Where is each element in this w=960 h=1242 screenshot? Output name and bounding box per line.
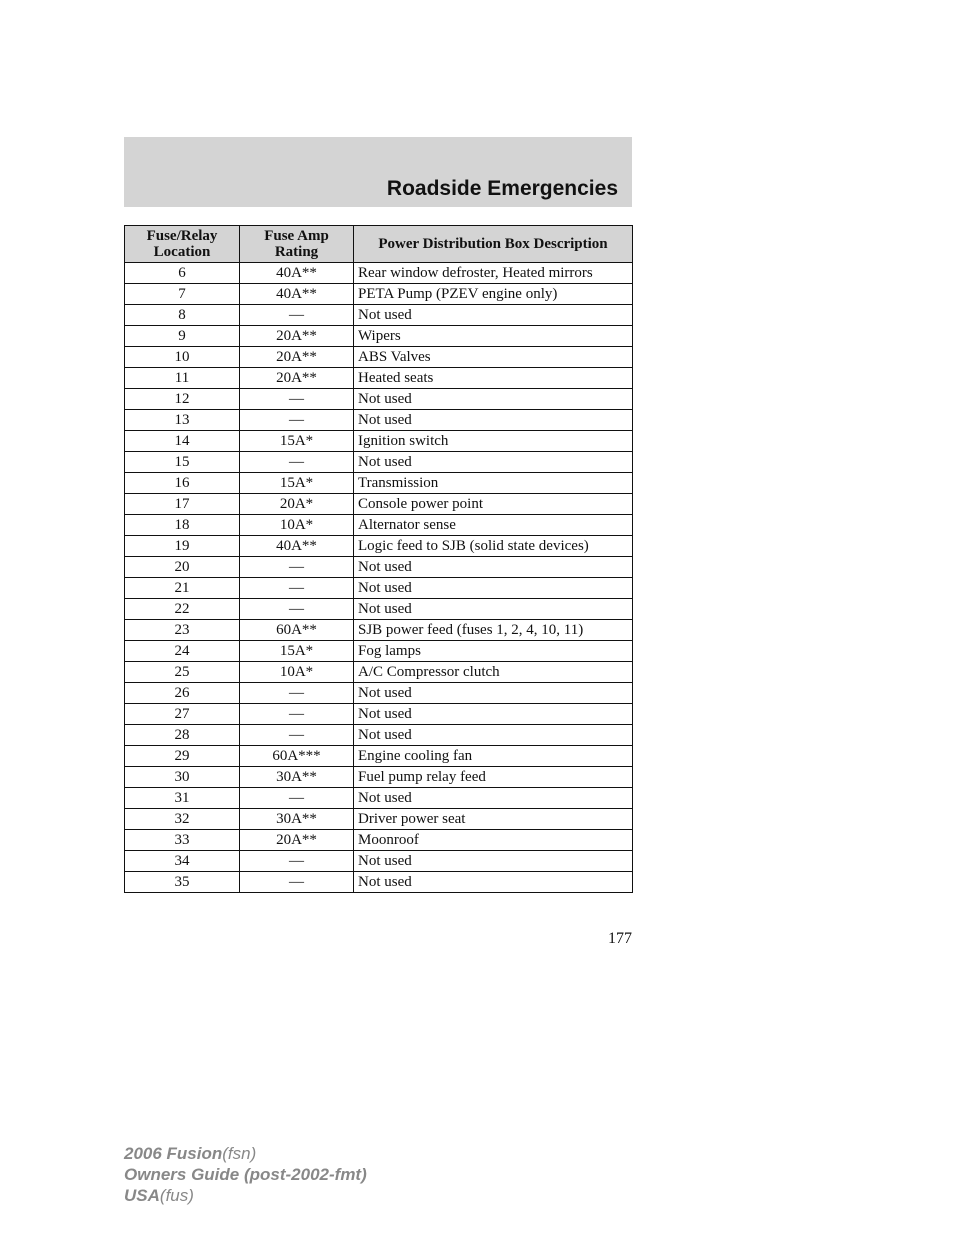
cell-amp-rating: — xyxy=(240,872,354,893)
cell-description: Fog lamps xyxy=(354,641,633,662)
cell-amp-rating: — xyxy=(240,851,354,872)
cell-amp-rating: 20A* xyxy=(240,494,354,515)
cell-amp-rating: — xyxy=(240,557,354,578)
table-row xyxy=(125,620,633,641)
cell-description: Logic feed to SJB (solid state devices) xyxy=(354,536,633,557)
cell-description: ABS Valves xyxy=(354,347,633,368)
cell-location: 26 xyxy=(125,683,240,704)
table-row xyxy=(125,704,633,725)
cell-description: Not used xyxy=(354,452,633,473)
cell-location: 10 xyxy=(125,347,240,368)
cell-description: Console power point xyxy=(354,494,633,515)
cell-amp-rating: 10A* xyxy=(240,515,354,536)
footer-model-code: (fsn) xyxy=(222,1144,257,1163)
cell-amp-rating: 40A** xyxy=(240,536,354,557)
table-row xyxy=(125,305,633,326)
table-row xyxy=(125,347,633,368)
cell-description: SJB power feed (fuses 1, 2, 4, 10, 11) xyxy=(354,620,633,641)
cell-amp-rating: 40A** xyxy=(240,284,354,305)
table-row xyxy=(125,410,633,431)
table-row xyxy=(125,851,633,872)
table-row xyxy=(125,641,633,662)
table-row xyxy=(125,536,633,557)
cell-location: 7 xyxy=(125,284,240,305)
cell-location: 9 xyxy=(125,326,240,347)
cell-description: PETA Pump (PZEV engine only) xyxy=(354,284,633,305)
table-row xyxy=(125,263,633,284)
cell-location: 25 xyxy=(125,662,240,683)
cell-location: 27 xyxy=(125,704,240,725)
table-row xyxy=(125,515,633,536)
cell-amp-rating: — xyxy=(240,578,354,599)
cell-location: 11 xyxy=(125,368,240,389)
cell-amp-rating: 20A** xyxy=(240,347,354,368)
cell-amp-rating: 15A* xyxy=(240,473,354,494)
cell-amp-rating: 15A* xyxy=(240,641,354,662)
table-row xyxy=(125,284,633,305)
cell-location: 35 xyxy=(125,872,240,893)
cell-location: 30 xyxy=(125,767,240,788)
cell-location: 16 xyxy=(125,473,240,494)
cell-location: 23 xyxy=(125,620,240,641)
footer-region: USA xyxy=(124,1186,160,1205)
cell-description: Rear window defroster, Heated mirrors xyxy=(354,263,633,284)
cell-description: Not used xyxy=(354,788,633,809)
cell-description: Driver power seat xyxy=(354,809,633,830)
cell-description: Not used xyxy=(354,578,633,599)
cell-location: 17 xyxy=(125,494,240,515)
table-row xyxy=(125,809,633,830)
column-header-location: Fuse/Relay Location xyxy=(125,226,240,263)
cell-description: Fuel pump relay feed xyxy=(354,767,633,788)
table-row xyxy=(125,830,633,851)
footer-line-guide xyxy=(124,1164,367,1185)
table-row xyxy=(125,872,633,893)
table-row xyxy=(125,767,633,788)
table-row xyxy=(125,599,633,620)
table-row xyxy=(125,494,633,515)
section-title: Roadside Emergencies xyxy=(386,177,618,200)
cell-location: 22 xyxy=(125,599,240,620)
table-row xyxy=(125,557,633,578)
cell-description: A/C Compressor clutch xyxy=(354,662,633,683)
cell-description: Not used xyxy=(354,557,633,578)
table-row xyxy=(125,725,633,746)
cell-description: Transmission xyxy=(354,473,633,494)
cell-amp-rating: — xyxy=(240,452,354,473)
cell-amp-rating: 40A** xyxy=(240,263,354,284)
cell-amp-rating: — xyxy=(240,704,354,725)
cell-description: Not used xyxy=(354,872,633,893)
cell-amp-rating: — xyxy=(240,599,354,620)
cell-location: 19 xyxy=(125,536,240,557)
cell-description: Not used xyxy=(354,704,633,725)
cell-amp-rating: 10A* xyxy=(240,662,354,683)
table-row xyxy=(125,368,633,389)
cell-amp-rating: 20A** xyxy=(240,830,354,851)
cell-location: 12 xyxy=(125,389,240,410)
cell-amp-rating: — xyxy=(240,683,354,704)
table-row xyxy=(125,662,633,683)
footer xyxy=(124,1143,367,1206)
cell-description: Not used xyxy=(354,389,633,410)
cell-amp-rating: 20A** xyxy=(240,326,354,347)
cell-amp-rating: — xyxy=(240,725,354,746)
cell-amp-rating: 15A* xyxy=(240,431,354,452)
cell-location: 33 xyxy=(125,830,240,851)
cell-location: 6 xyxy=(125,263,240,284)
cell-description: Heated seats xyxy=(354,368,633,389)
section-header-band xyxy=(124,137,632,207)
cell-location: 28 xyxy=(125,725,240,746)
cell-location: 18 xyxy=(125,515,240,536)
cell-location: 13 xyxy=(125,410,240,431)
column-header-description: Power Distribution Box Description xyxy=(354,226,633,263)
fuse-table xyxy=(124,225,633,893)
cell-location: 14 xyxy=(125,431,240,452)
table-row xyxy=(125,473,633,494)
cell-location: 15 xyxy=(125,452,240,473)
cell-description: Not used xyxy=(354,410,633,431)
column-header-amp-rating: Fuse Amp Rating xyxy=(240,226,354,263)
cell-description: Wipers xyxy=(354,326,633,347)
cell-description: Not used xyxy=(354,851,633,872)
footer-guide: Owners Guide (post-2002-fmt) xyxy=(124,1165,367,1184)
table-header-row xyxy=(125,226,633,263)
cell-amp-rating: — xyxy=(240,788,354,809)
cell-description: Not used xyxy=(354,725,633,746)
table-row xyxy=(125,788,633,809)
footer-line-region xyxy=(124,1185,367,1206)
fuse-table-body xyxy=(125,263,633,893)
table-row xyxy=(125,431,633,452)
cell-location: 8 xyxy=(125,305,240,326)
cell-location: 34 xyxy=(125,851,240,872)
cell-location: 24 xyxy=(125,641,240,662)
cell-description: Not used xyxy=(354,683,633,704)
cell-amp-rating: 30A** xyxy=(240,809,354,830)
cell-amp-rating: 60A*** xyxy=(240,746,354,767)
table-row xyxy=(125,389,633,410)
cell-location: 20 xyxy=(125,557,240,578)
cell-amp-rating: 30A** xyxy=(240,767,354,788)
page-number: 177 xyxy=(608,930,632,947)
cell-amp-rating: — xyxy=(240,305,354,326)
footer-line-model xyxy=(124,1143,367,1164)
cell-location: 29 xyxy=(125,746,240,767)
cell-description: Not used xyxy=(354,599,633,620)
cell-amp-rating: — xyxy=(240,389,354,410)
cell-location: 21 xyxy=(125,578,240,599)
cell-location: 31 xyxy=(125,788,240,809)
table-row xyxy=(125,452,633,473)
table-row xyxy=(125,683,633,704)
footer-region-code: (fus) xyxy=(159,1186,194,1205)
cell-location: 32 xyxy=(125,809,240,830)
cell-amp-rating: — xyxy=(240,410,354,431)
table-row xyxy=(125,326,633,347)
cell-amp-rating: 60A** xyxy=(240,620,354,641)
cell-description: Engine cooling fan xyxy=(354,746,633,767)
cell-description: Ignition switch xyxy=(354,431,633,452)
table-row xyxy=(125,746,633,767)
footer-model: 2006 Fusion xyxy=(124,1144,223,1163)
cell-description: Not used xyxy=(354,305,633,326)
table-row xyxy=(125,578,633,599)
cell-description: Moonroof xyxy=(354,830,633,851)
cell-description: Alternator sense xyxy=(354,515,633,536)
cell-amp-rating: 20A** xyxy=(240,368,354,389)
